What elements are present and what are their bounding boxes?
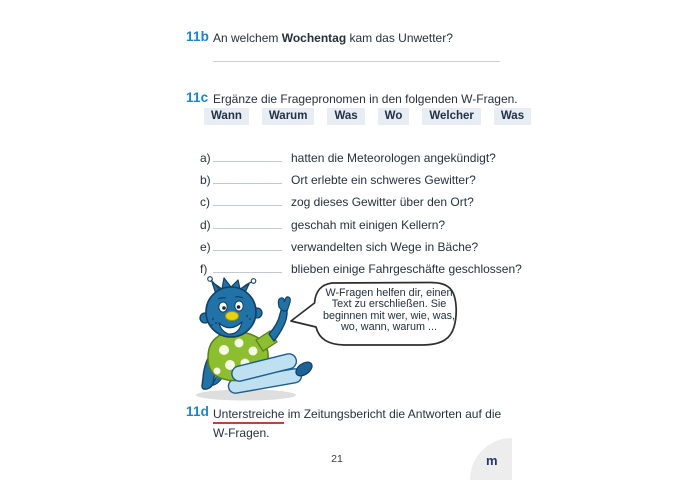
word-bank-chip: Wo — [378, 108, 410, 125]
speech-bubble-line: W-Fragen helfen dir, einen — [325, 287, 453, 299]
answer-blank — [213, 216, 282, 229]
question-row-e — [200, 238, 478, 254]
question-text: hatten die Meteorologen angekündigt? — [291, 151, 496, 165]
exercise-11b-label: 11b — [186, 29, 210, 44]
question-text: Ort erlebte ein schweres Gewitter? — [291, 173, 476, 187]
question-text: verwandelten sich Wege in Bäche? — [291, 240, 479, 254]
corner-badge — [470, 438, 512, 480]
question-row-c — [200, 193, 474, 209]
exercise-11d-label: 11d — [186, 404, 210, 419]
answer-blank — [213, 238, 282, 251]
speech-bubble-text — [318, 288, 460, 334]
answer-blank — [213, 260, 282, 273]
exercise-11d-underlined-word: Unterstreiche — [213, 407, 284, 424]
question-letter: e) — [200, 240, 211, 254]
exercise-11d-prompt — [213, 405, 515, 442]
question-letter: d) — [200, 218, 211, 232]
word-bank-chip: Was — [327, 108, 364, 125]
answer-blank — [213, 193, 282, 206]
question-letter: b) — [200, 173, 211, 187]
speech-bubble-line: wo, wann, warum ... — [340, 321, 437, 334]
answer-line-11b — [213, 61, 500, 62]
exercise-11c-label: 11c — [186, 90, 209, 105]
answer-blank — [213, 149, 282, 162]
exercise-11b-prompt-post: kam das Unwetter? — [346, 31, 453, 45]
speech-bubble-line: beginnen mit wer, wie, was, — [322, 309, 456, 322]
question-text: geschah mit einigen Kellern? — [291, 218, 446, 232]
word-bank-chip: Wann — [204, 108, 249, 125]
exercise-11c-prompt: Ergänze die Fragepronomen in den folgenden W-Fragen. — [213, 92, 518, 106]
question-letter: f) — [200, 262, 208, 276]
corner-badge-letter: m — [486, 453, 498, 468]
answer-blank — [213, 171, 282, 184]
question-letter: a) — [200, 151, 211, 165]
word-bank-chip: Was — [494, 108, 531, 125]
word-bank-chip: Warum — [262, 108, 315, 125]
question-text: zog dieses Gewitter über den Ort? — [291, 195, 474, 209]
exercise-11b-prompt — [213, 31, 453, 45]
speech-bubble-line: Text zu erschließen. Sie — [331, 298, 447, 311]
question-row-b — [200, 171, 476, 187]
exercise-11d-prompt-rest: im Zeitungsbericht die Antworten auf die W-Fragen. — [213, 407, 502, 440]
question-row-a — [200, 149, 496, 165]
exercise-11b-prompt-pre: An welchem — [213, 31, 282, 45]
word-bank — [204, 108, 531, 125]
question-row-d — [200, 216, 445, 232]
exercise-11b-prompt-bold: Wochentag — [281, 31, 347, 45]
question-text: blieben einige Fahrgeschäfte geschlossen? — [291, 262, 522, 276]
word-bank-chip: Welcher — [422, 108, 481, 125]
page-number: 21 — [331, 453, 343, 465]
question-letter: c) — [200, 195, 210, 209]
